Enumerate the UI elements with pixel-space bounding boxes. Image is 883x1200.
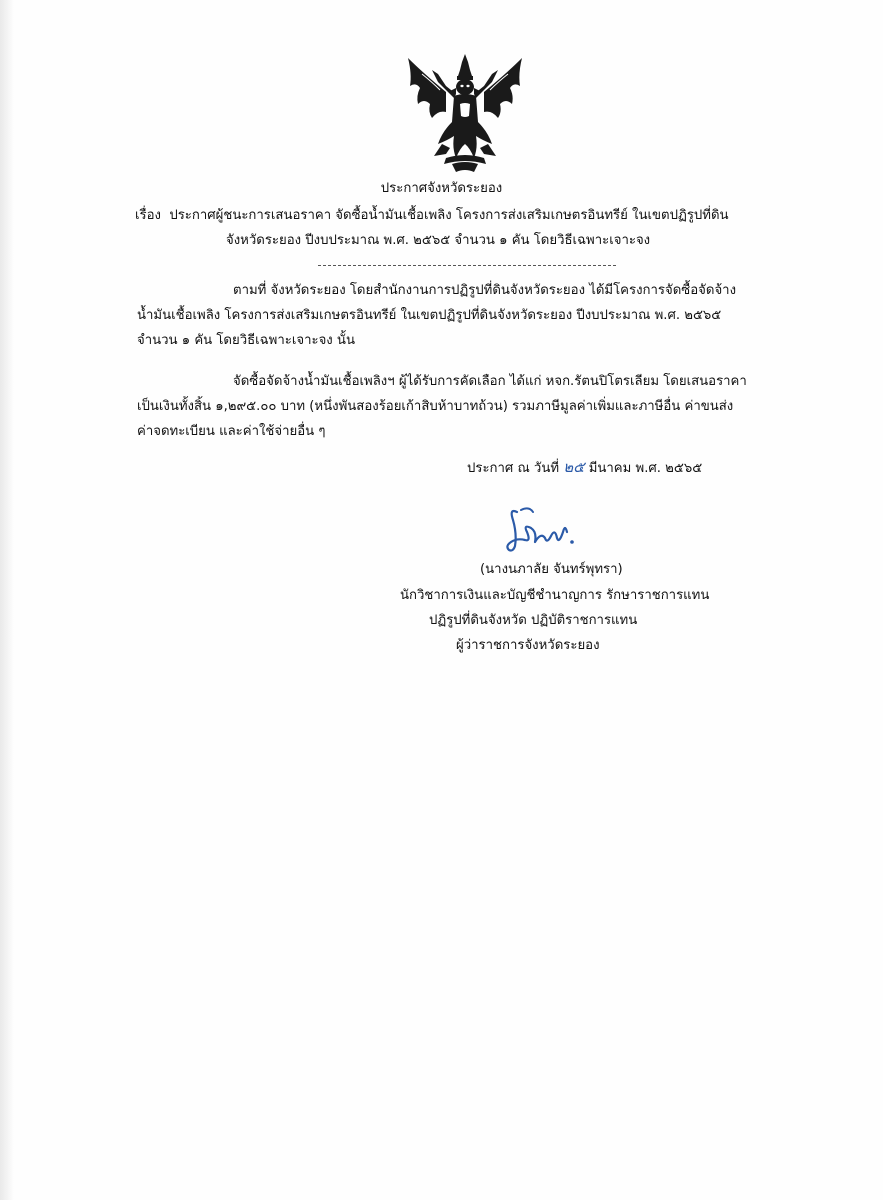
announce-prefix: ประกาศ ณ วันที่ [467, 461, 560, 476]
garuda-emblem-icon [402, 52, 528, 174]
subject-text-1: ประกาศผู้ชนะการเสนอราคา จัดซื้อน้ำมันเชื้อเพลิง โครงการส่งเสริมเกษตรอินทรีย์ ในเขตปฏิรูปที่ดิน [169, 208, 729, 223]
signer-name: (นางนภาลัย จันทร์พุทรา) [480, 562, 623, 577]
para1-line-1: ตามที่ จังหวัดระยอง โดยสำนักงานการปฏิรูปที่ดินจังหวัดระยอง ได้มีโครงการจัดซื้อจัดจ้าง [233, 283, 737, 298]
document-heading: ประกาศจังหวัดระยอง [380, 181, 503, 196]
signer-title-1: นักวิชาการเงินและบัญชีชำนาญการ รักษาราชการแทน [400, 588, 710, 603]
announce-date-line [467, 458, 702, 478]
signer-title-3: ผู้ว่าราชการจังหวัดระยอง [456, 638, 600, 653]
para1-line-3: จำนวน ๑ คัน โดยวิธีเฉพาะเจาะจง นั้น [137, 333, 355, 348]
para2-line-1: จัดซื้อจัดจ้างน้ำมันเชื้อเพลิงฯ ผู้ได้รับการคัดเลือก ได้แก่ หจก.รัตนปิโตรเลียม โดยเสนอราคา [233, 374, 747, 389]
subject-line-2: จังหวัดระยอง ปีงบประมาณ พ.ศ. ๒๕๖๕ จำนวน ๑ คัน โดยวิธีเฉพาะเจาะจง [226, 233, 651, 248]
para2-line-3: ค่าจดทะเบียน และค่าใช้จ่ายอื่น ๆ [137, 424, 326, 439]
para2-line-2: เป็นเงินทั้งสิ้น ๑,๒๙๕.๐๐ บาท (หนึ่งพันสองร้อยเก้าสิบห้าบาทถ้วน) รวมภาษีมูลค่าเพิ่มและภาษีอื่น ค่าขนส่ง [137, 399, 734, 414]
announce-month-year: มีนาคม พ.ศ. ๒๕๖๕ [588, 461, 703, 476]
subject-label: เรื่อง [135, 208, 161, 223]
separator-dashed-line [318, 265, 616, 266]
signer-title-2: ปฏิรูปที่ดินจังหวัด ปฏิบัติราชการแทน [429, 613, 638, 628]
announce-day-handwritten: ๒๕ [563, 458, 585, 476]
para1-line-2: น้ำมันเชื้อเพลิง โครงการส่งเสริมเกษตรอินทรีย์ ในเขตปฏิรูปที่ดินจังหวัดระยอง ปีงบประมาณ พ.ศ. ๒๕๖๕ [137, 308, 722, 323]
subject-line-1 [135, 207, 729, 225]
handwritten-signature-icon [503, 502, 579, 556]
